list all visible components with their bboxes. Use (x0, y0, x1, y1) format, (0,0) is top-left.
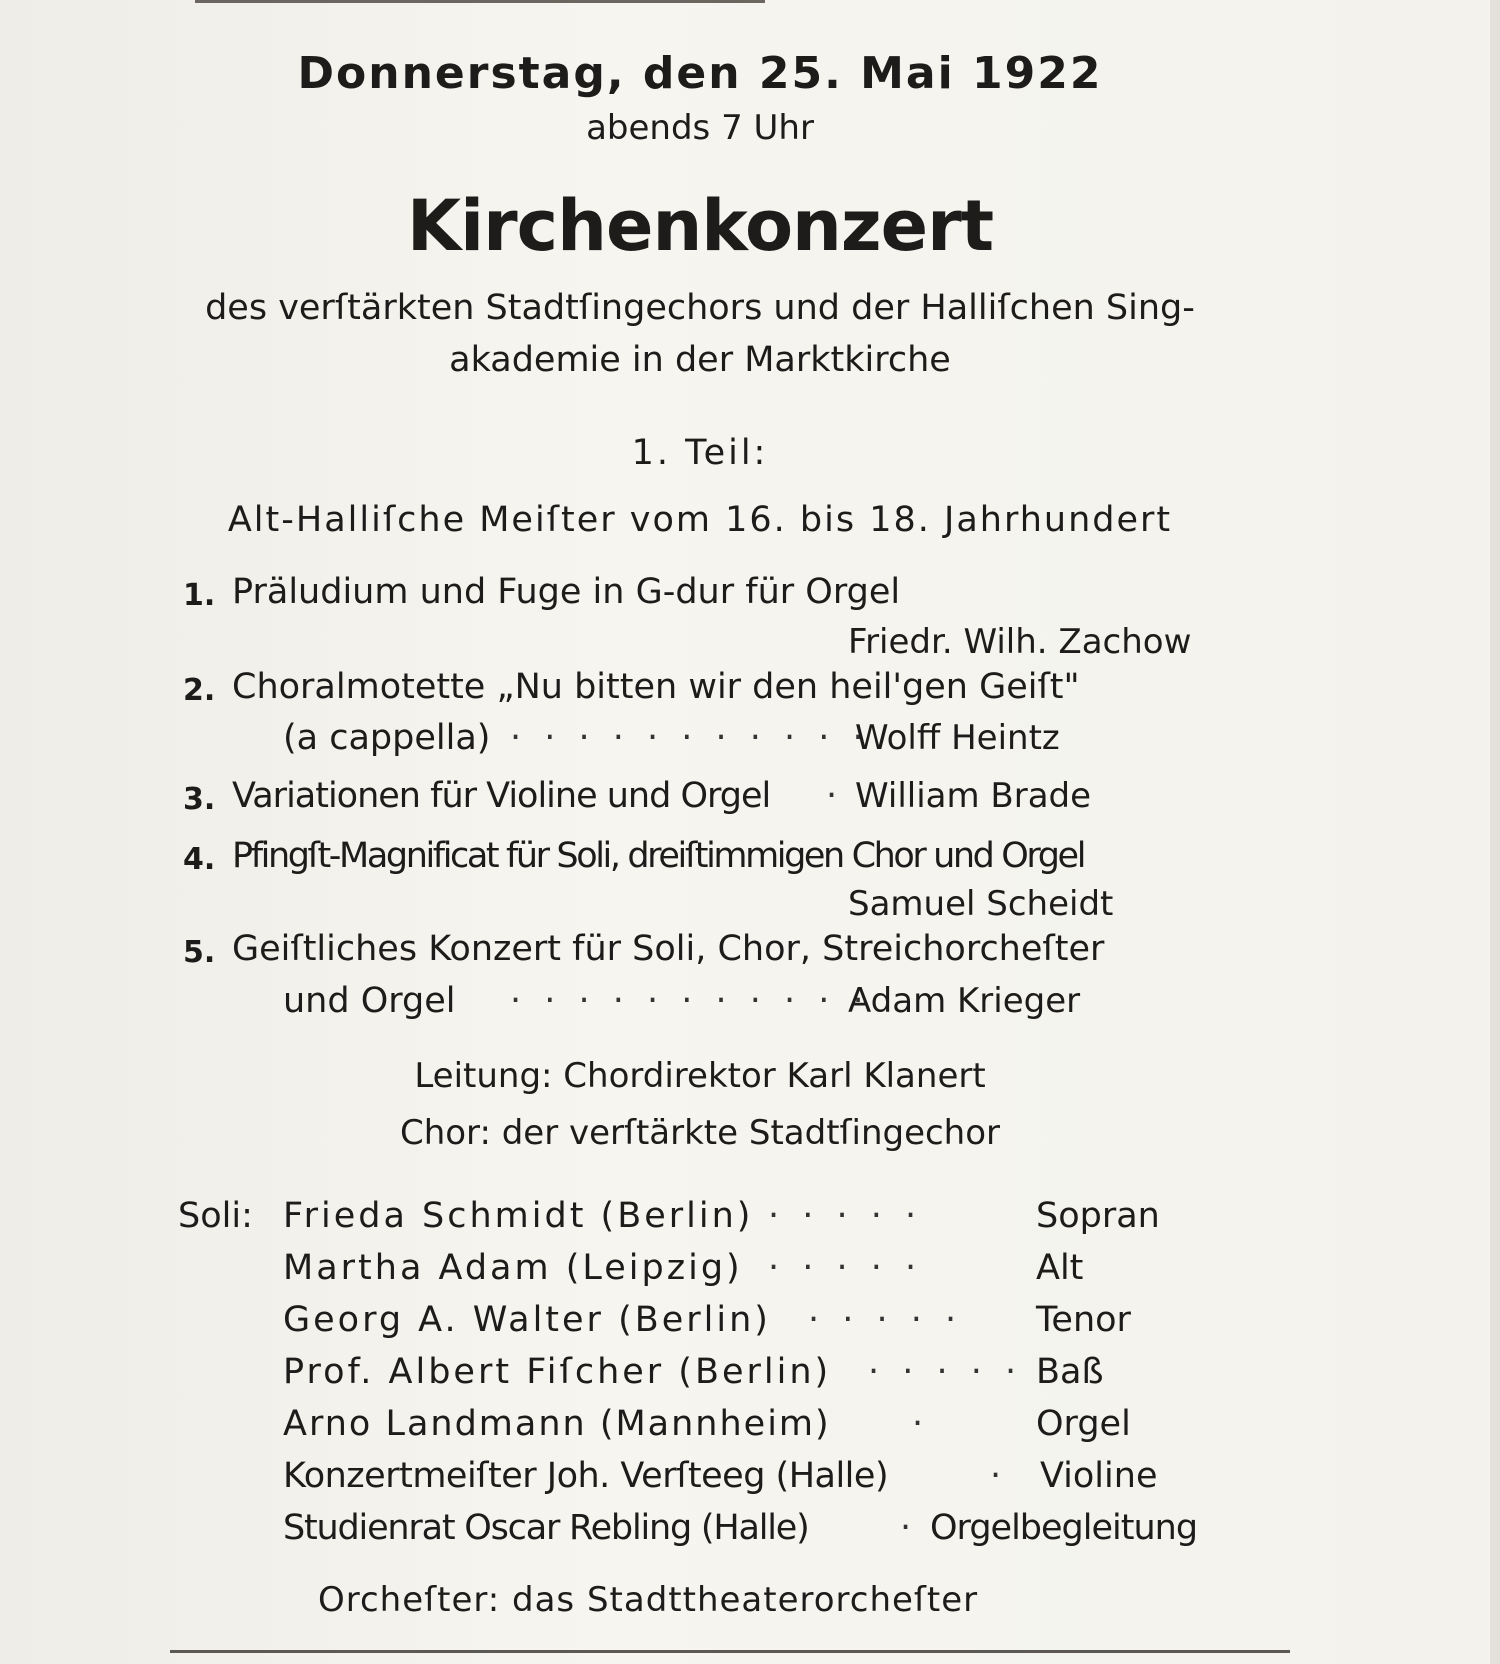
item-composer: William Brade (855, 776, 1092, 816)
page-title: Kirchenkonzert (406, 185, 994, 267)
performer-name: Konzertmeiſter Joh. Verſteeg (Halle) (283, 1456, 889, 1496)
concert-time: abends 7 Uhr (586, 108, 814, 148)
item-title: Pfingſt-Magnificat für Soli, dreiſtimmigen Chor und Orgel (232, 836, 1085, 876)
item-number: 3. (183, 782, 216, 817)
item-number: 1. (183, 578, 216, 613)
dot-leader: · · · · · (808, 1300, 963, 1340)
performer-name: Prof. Albert Fiſcher (Berlin) (283, 1352, 832, 1392)
dot-leader: · (990, 1456, 1008, 1496)
dot-leader: · · · · · · · · · · · (510, 981, 870, 1021)
performer-role: Orgel (1036, 1404, 1131, 1444)
dot-leader: · · · · · (868, 1352, 1023, 1392)
dot-leader: · (912, 1404, 930, 1444)
item-number: 2. (183, 673, 216, 708)
performer-name: Georg A. Walter (Berlin) (283, 1300, 771, 1340)
performer-name: Martha Adam (Leipzig) (283, 1248, 743, 1288)
performer-role: Tenor (1036, 1300, 1131, 1340)
dot-leader: · (900, 1508, 918, 1548)
orchestra-credit: Orcheſter: das Stadttheaterorcheſter (318, 1580, 979, 1620)
subtitle-line-2: akademie in der Marktkirche (449, 340, 951, 380)
dot-leader: · · · · · (768, 1196, 923, 1236)
top-rule (195, 0, 765, 3)
item-title: Choralmotette „Nu bitten wir den heil'gen Geiſt" (232, 667, 1080, 707)
performer-role: Alt (1036, 1248, 1084, 1288)
part-label: 1. Teil: (631, 433, 769, 473)
part-heading: Alt-Halliſche Meiſter vom 16. bis 18. Jahrhundert (227, 500, 1173, 540)
item-title: Präludium und Fuge in G-dur für Orgel (232, 572, 901, 612)
performer-role: Orgelbegleitung (930, 1508, 1198, 1548)
concert-date: Donnerstag, den 25. Mai 1922 (297, 48, 1103, 99)
item-composer: Friedr. Wilh. Zachow (848, 622, 1192, 662)
dot-leader: · (826, 776, 844, 816)
performer-name: Arno Landmann (Mannheim) (283, 1404, 831, 1444)
dot-leader: · · · · · (768, 1248, 923, 1288)
page-edge (1490, 0, 1500, 1664)
subtitle-line-1: des verſtärkten Stadtſingechors und der Halliſchen Sing- (205, 288, 1195, 328)
conductor-credit: Leitung: Chordirektor Karl Klanert (414, 1056, 986, 1096)
performer-role: Sopran (1036, 1196, 1160, 1236)
item-number: 4. (183, 842, 216, 877)
item-title: Variationen für Violine und Orgel (232, 776, 771, 816)
soli-label: Soli: (178, 1196, 253, 1236)
item-title-continued: und Orgel (283, 981, 456, 1021)
item-composer: Adam Krieger (848, 981, 1081, 1021)
performer-name: Studienrat Oscar Rebling (Halle) (283, 1508, 809, 1548)
performer-name: Frieda Schmidt (Berlin) (283, 1196, 754, 1236)
item-number: 5. (183, 935, 216, 970)
item-composer: Wolff Heintz (855, 718, 1060, 758)
performer-role: Baß (1036, 1352, 1104, 1392)
choir-credit: Chor: der verſtärkte Stadtſingechor (399, 1113, 1001, 1153)
item-title: Geiſtliches Konzert für Soli, Chor, Streichorcheſter (232, 929, 1105, 969)
bottom-rule (170, 1650, 1290, 1653)
item-composer: Samuel Scheidt (848, 884, 1114, 924)
item-title-continued: (a cappella) (283, 718, 491, 758)
dot-leader: · · · · · · · · · · · (510, 718, 870, 758)
performer-role: Violine (1040, 1456, 1158, 1496)
